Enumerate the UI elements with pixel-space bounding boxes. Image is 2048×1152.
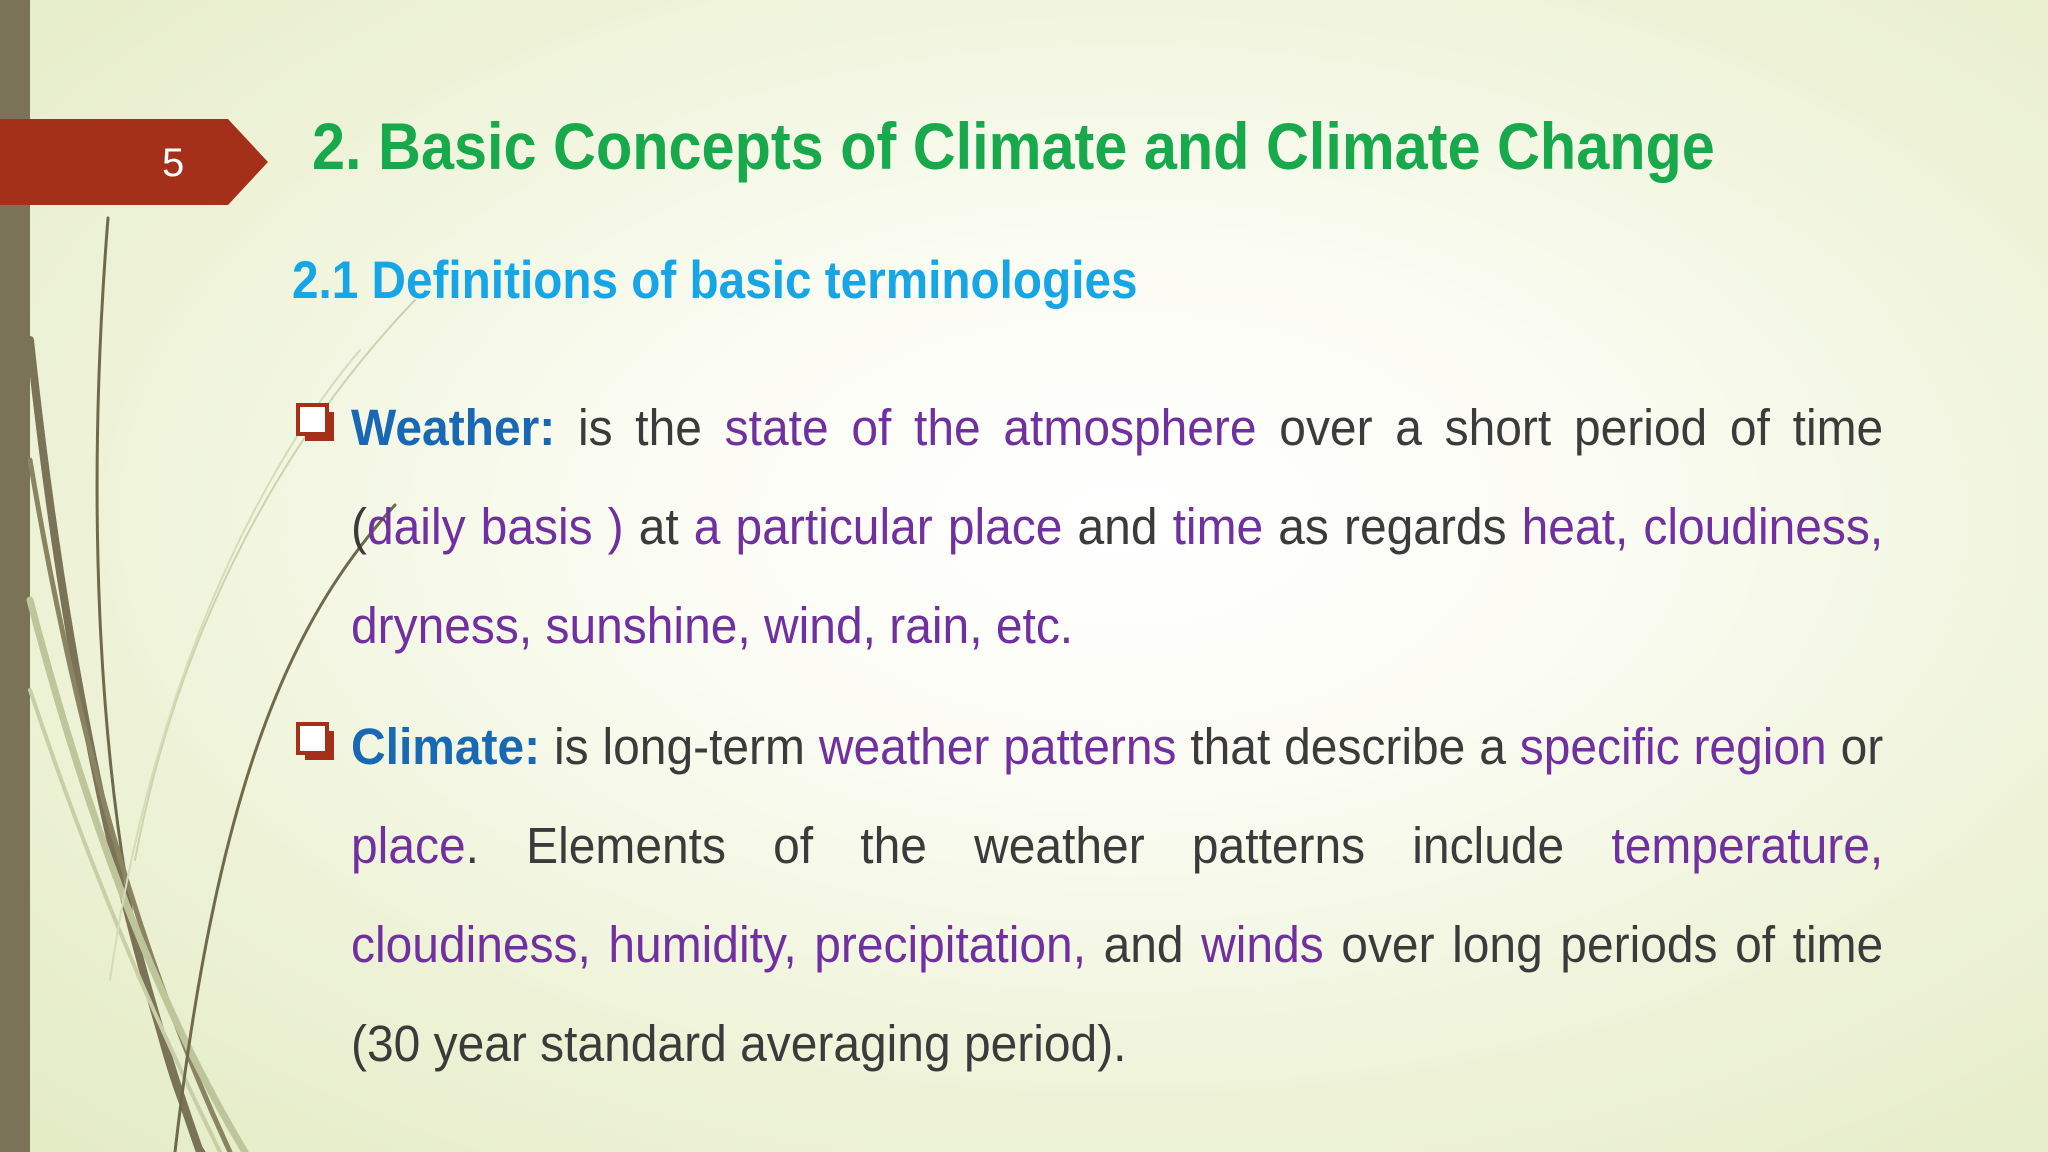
slide-number-badge [0, 119, 268, 205]
highlight-segment: state of the atmosphere [724, 399, 1257, 456]
highlight-segment: daily basis ) [366, 498, 624, 555]
bullet-list [296, 378, 1882, 1115]
text-segment: that describe a [1176, 718, 1520, 775]
slide-title: 2. Basic Concepts of Climate and Climate Change [312, 109, 1715, 183]
bullet-weather [296, 378, 1882, 675]
highlight-segment: winds [1201, 916, 1324, 973]
text-segment: and [1086, 916, 1202, 973]
text-segment: over a short period of time ( [351, 399, 1884, 555]
bullet-climate [296, 697, 1882, 1093]
highlight-segment: time [1172, 498, 1264, 555]
climate-definition [351, 697, 1883, 1093]
term-climate: Climate: [351, 718, 541, 775]
section-subtitle: 2.1 Definitions of basic terminologies [292, 251, 1138, 310]
text-segment: and [1062, 498, 1173, 555]
highlight-segment: heat, cloudiness, dryness, sunshine, wind, rain, etc. [351, 498, 1884, 654]
term-weather: Weather: [351, 399, 556, 456]
highlight-segment: place [351, 817, 466, 874]
text-segment: . Elements of the weather patterns include [465, 817, 1612, 874]
highlight-segment: temperature, cloudiness, humidity, precipitation, [351, 817, 1884, 973]
highlight-segment: specific region [1519, 718, 1827, 775]
text-segment: is the [555, 399, 725, 456]
text-segment: or [1826, 718, 1884, 775]
highlight-segment: a particular place [693, 498, 1063, 555]
text-segment: as regards [1263, 498, 1522, 555]
text-segment: over long periods of time (30 year standard averaging period). [351, 916, 1884, 1072]
weather-definition [351, 378, 1883, 675]
slide-number: 5 [162, 141, 185, 185]
text-segment: is long-term [540, 718, 819, 775]
text-segment: at [623, 498, 694, 555]
highlight-segment: weather patterns [818, 718, 1177, 775]
checkbox-square-icon [296, 722, 336, 762]
checkbox-square-icon [296, 403, 336, 443]
